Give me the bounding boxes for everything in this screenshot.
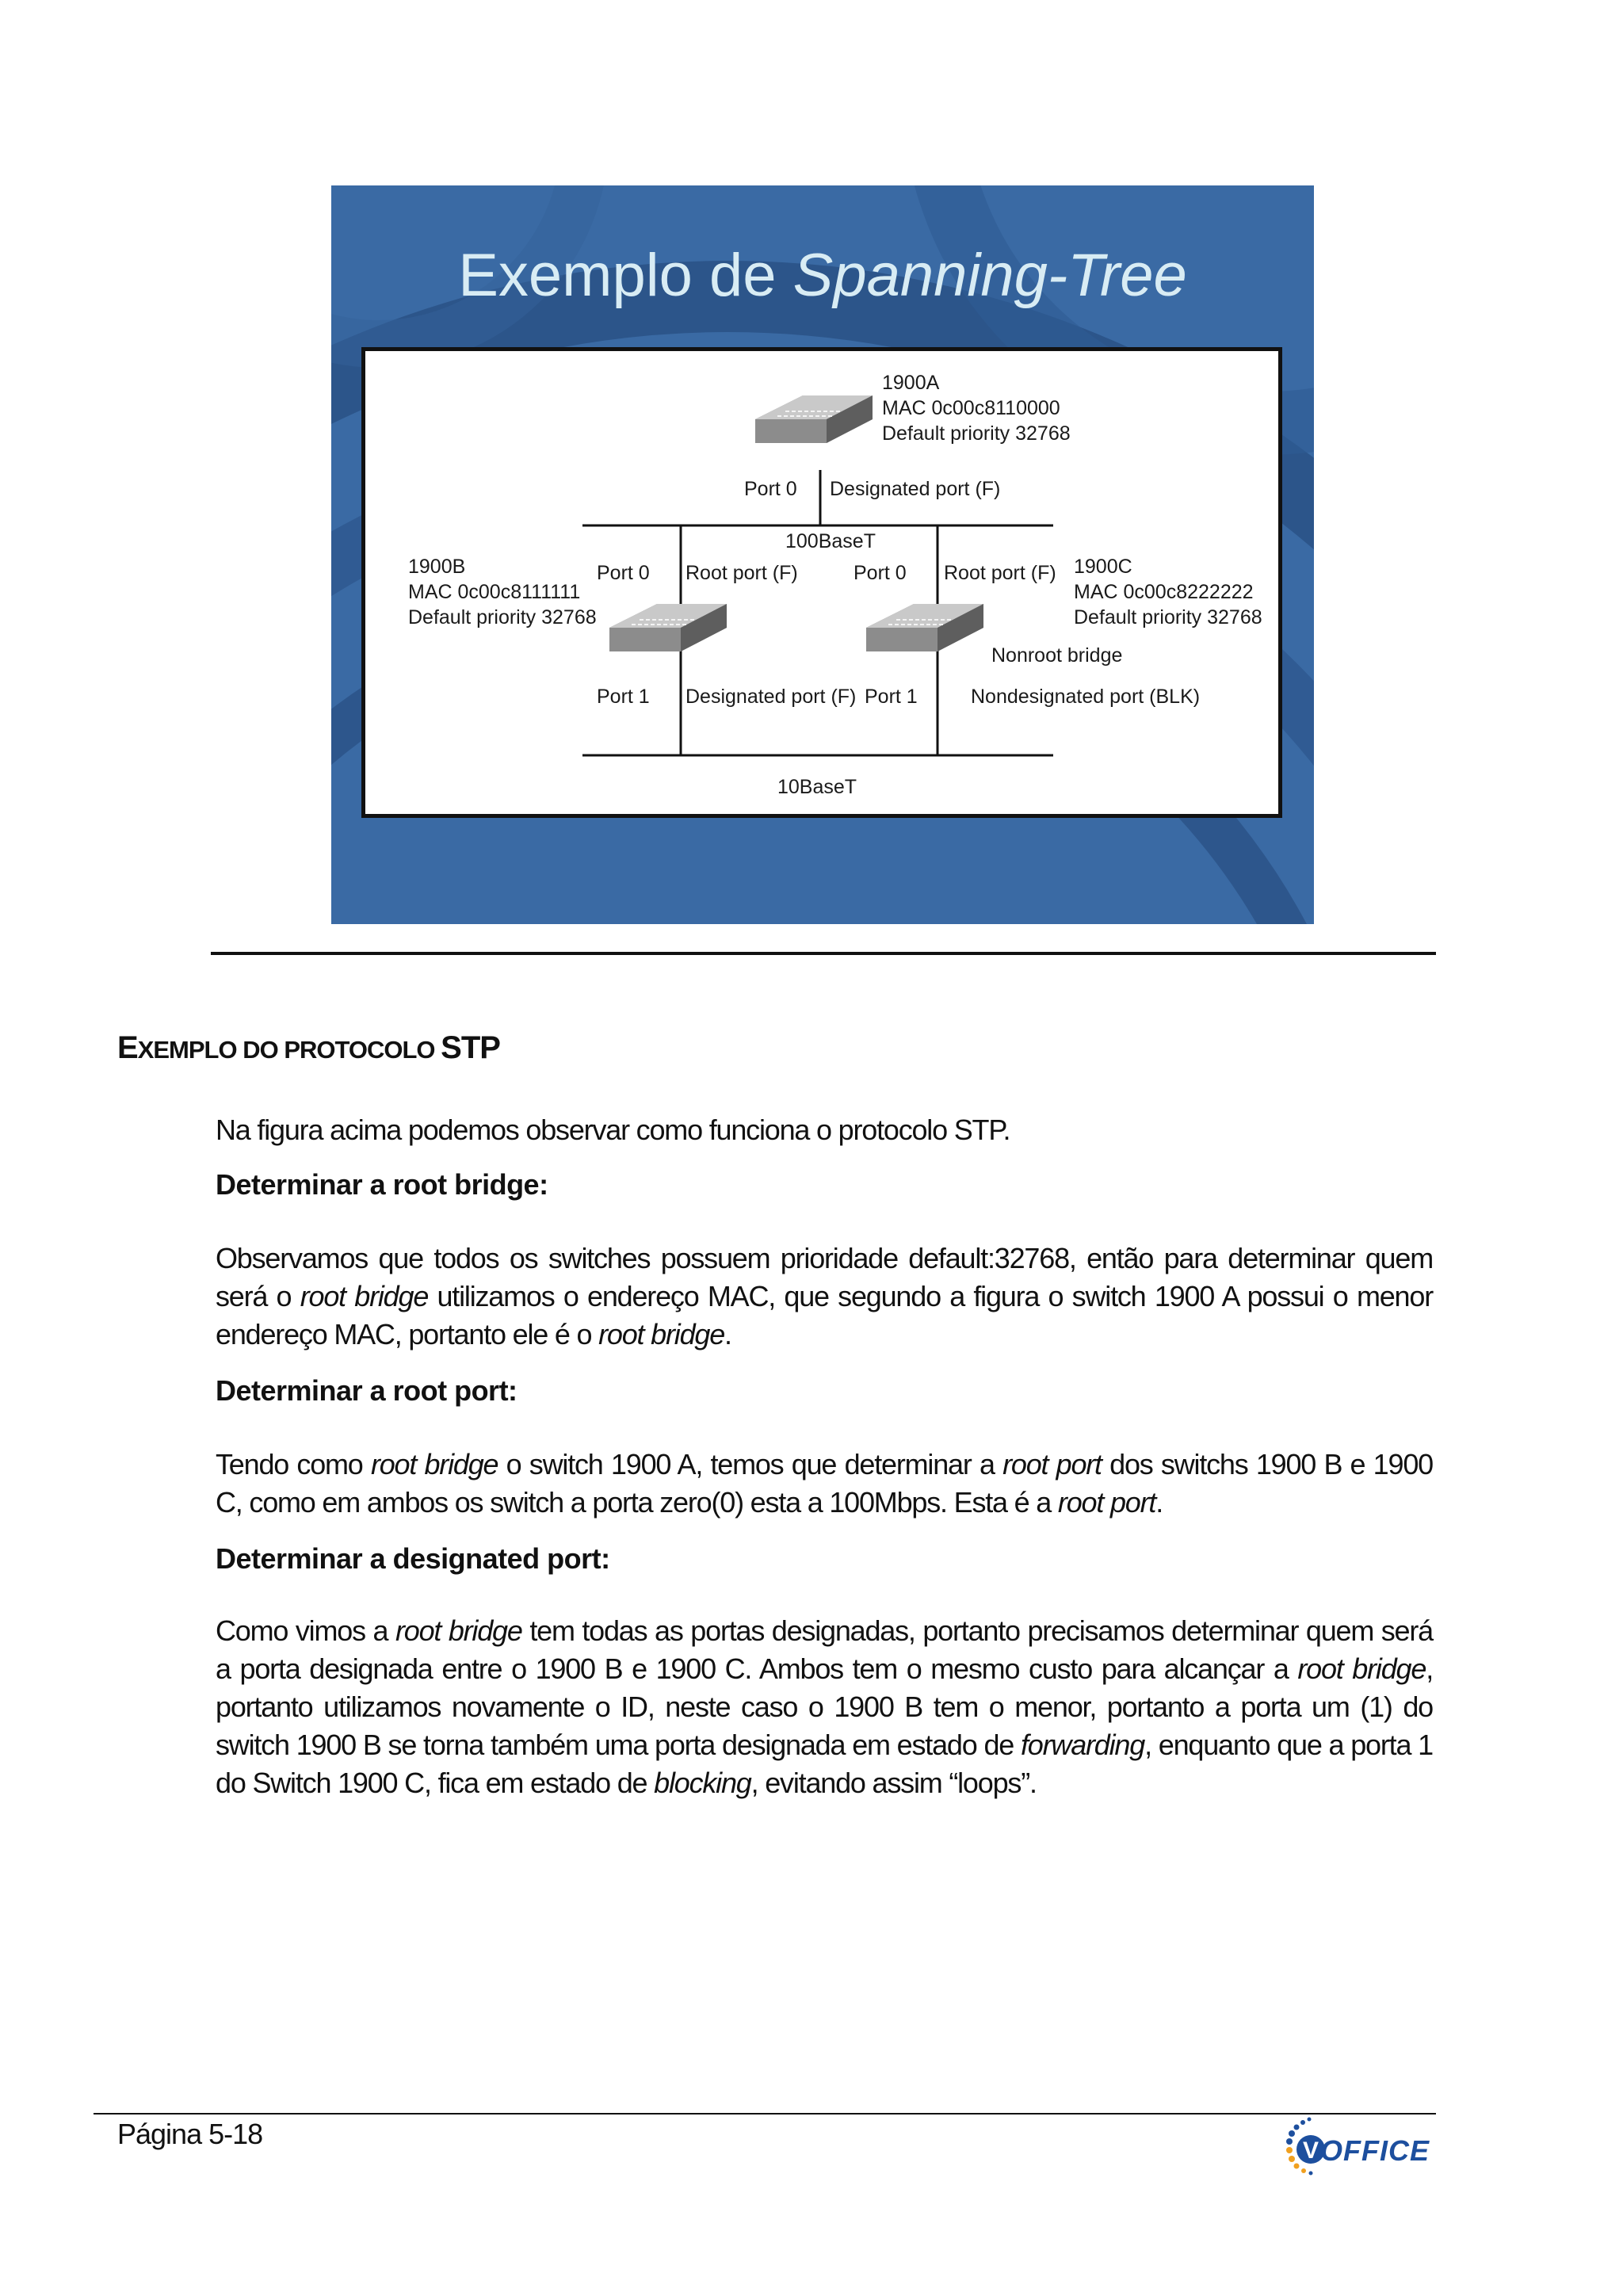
switch-b-port0: Port 0 [597, 562, 650, 584]
p2-text-c: o switch 1900 A, temos que determinar a [498, 1448, 1003, 1480]
p3-text-f: forwarding [1020, 1729, 1145, 1761]
switch-b-name: 1900B [408, 556, 466, 578]
p3-text-i: , evitando assim “loops”. [750, 1767, 1037, 1799]
spanning-tree-diagram [361, 347, 1282, 818]
switch-a-port0: Port 0 [744, 478, 797, 500]
switch-c-port1: Port 1 [865, 686, 918, 708]
switch-c-port1-role: Nondesignated port (BLK) [971, 686, 1201, 708]
switch-c-mac: MAC 0c00c8222222 [1074, 581, 1254, 603]
segment-10baset: 10BaseT [777, 776, 857, 798]
switch-b-port1-role: Designated port (F) [685, 686, 857, 708]
heading-smallcaps: XEMPLO DO PROTOCOLO [137, 1036, 441, 1064]
page-number: Página 5-18 [117, 2118, 263, 2150]
p1-text-b: root bridge [300, 1280, 429, 1312]
segment-100baset: 100BaseT [785, 530, 876, 552]
p3-text-a: Como vimos a [216, 1614, 395, 1647]
p3-text-b: root bridge [395, 1614, 522, 1647]
slide-title-plain: Exemplo de [458, 242, 777, 309]
subheading-root-bridge: Determinar a root bridge: [216, 1168, 548, 1201]
p2-text-e: dos switchs 1900 B e 1900 C, como em ambos os switch a porta zero(0) esta a 100Mbps. Esta é a [216, 1448, 1433, 1519]
intro-paragraph: Na figura acima podemos observar como funciona o protocolo STP. [216, 1114, 1010, 1146]
switch-b-port0-role: Root port (F) [685, 562, 798, 584]
p2-text-f: root port [1057, 1486, 1156, 1519]
p1-text-e: . [724, 1318, 731, 1350]
switch-a-mac: MAC 0c00c8110000 [882, 397, 1060, 419]
p1-text-d: root bridge [598, 1318, 725, 1350]
paragraph-root-bridge [216, 1240, 1433, 1354]
subheading-root-port: Determinar a root port: [216, 1374, 517, 1407]
switch-1900b-icon [609, 604, 727, 651]
switch-a-name: 1900A [882, 372, 940, 394]
paragraph-root-port [216, 1446, 1433, 1522]
footer-rule [94, 2113, 1436, 2115]
p3-text-e: , portanto utilizamos novamente o ID, neste caso o 1900 B tem o menor, portanto a porta um (1) do switch 1900 B se torna também uma porta designada em estado de [216, 1652, 1433, 1761]
switch-b-priority: Default priority 32768 [408, 606, 597, 628]
p2-text-b: root bridge [370, 1448, 498, 1480]
switch-c-priority: Default priority 32768 [1074, 606, 1262, 628]
logo-text: OFFICE [1320, 2134, 1430, 2167]
switch-c-port0: Port 0 [854, 562, 907, 584]
switch-c-name: 1900C [1074, 556, 1132, 578]
paragraph-designated-port [216, 1612, 1433, 1802]
p2-text-a: Tendo como [216, 1448, 371, 1480]
p2-text-g: . [1155, 1486, 1163, 1519]
horizontal-rule [211, 952, 1436, 955]
slide-image [331, 185, 1314, 924]
p1-text-c: utilizamos o endereço MAC, que segundo a figura o switch 1900 A possui o menor endereço MAC, portanto ele é o [216, 1280, 1433, 1350]
heading-last: STP [441, 1030, 500, 1065]
switch-a-priority: Default priority 32768 [882, 422, 1071, 445]
switch-1900a-icon [755, 395, 873, 443]
switch-a-port0-role: Designated port (F) [830, 478, 1001, 500]
slide-title [331, 241, 1314, 310]
section-heading [117, 1030, 500, 1066]
switch-b-port1: Port 1 [597, 686, 650, 708]
switch-1900c-icon [866, 604, 983, 651]
switch-c-bridge-role: Nonroot bridge [991, 644, 1123, 667]
switch-b-mac: MAC 0c00c8111111 [408, 581, 581, 603]
subheading-designated-port: Determinar a designated port: [216, 1542, 610, 1575]
p3-text-h: blocking [654, 1767, 751, 1799]
p2-text-d: root port [1002, 1448, 1102, 1480]
heading-initial: E [117, 1030, 138, 1065]
slide-title-italic: Spanning-Tree [792, 242, 1187, 309]
p1-text-a: Observamos que todos os switches possuem prioridade default:32768, então para determinar quem será o [216, 1242, 1433, 1312]
switch-c-port0-role: Root port (F) [944, 562, 1056, 584]
logo-v-letter: V [1302, 2137, 1319, 2164]
p3-text-c: tem todas as portas designadas, portanto precisamos determinar quem será a porta designada entre o 1900 B e 1900 C. Ambos tem o mesmo custo para alcançar a [216, 1614, 1433, 1685]
p3-text-d: root bridge [1297, 1652, 1426, 1685]
p3-text-g: , enquanto que a porta 1 do Switch 1900 C, fica em estado de [216, 1729, 1433, 1799]
